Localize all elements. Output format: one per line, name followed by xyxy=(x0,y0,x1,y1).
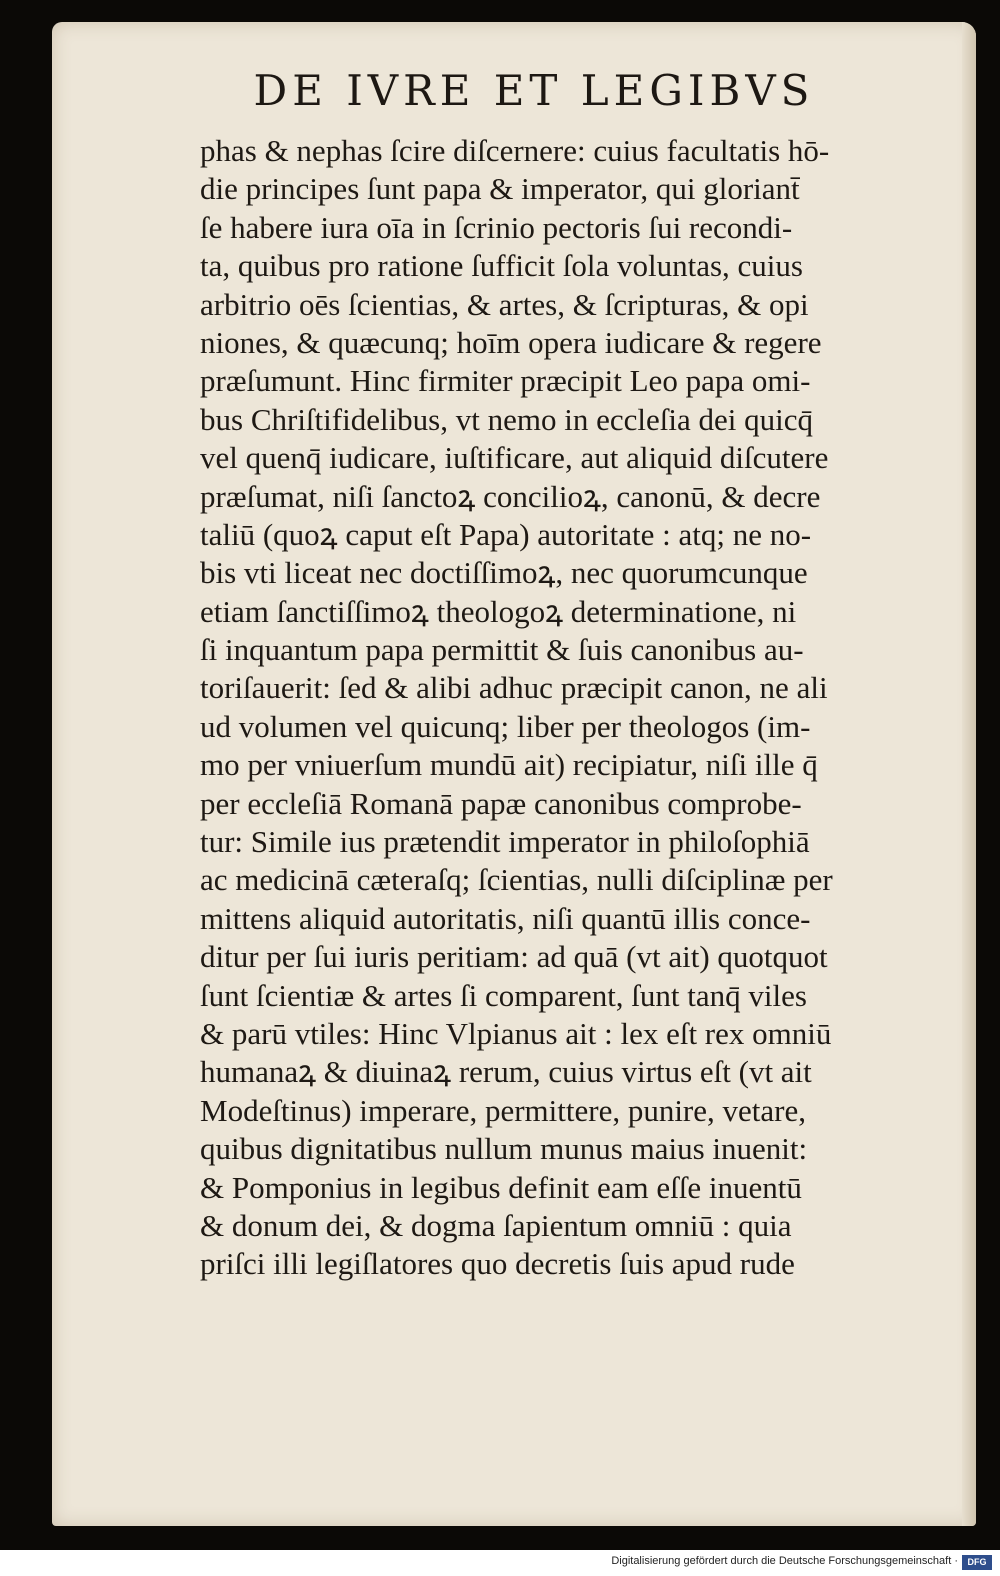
running-head: DE IVRE ET LEGIBVS xyxy=(253,66,815,115)
text-line: ud volumen vel quicunq; liber per theologos (im- xyxy=(200,708,811,744)
text-line: & parū vtiles: Hinc Vlpianus ait : lex eſt rex omniū xyxy=(200,1015,832,1051)
text-line: toriſauerit: ſed & alibi adhuc præcipit canon, ne ali xyxy=(200,670,828,706)
text-line: die principes ſunt papa & imperator, qui gloriant̄ xyxy=(200,171,800,207)
text-line: taliū (quoꝝ caput eſt Papa) autoritate : atq; ne no- xyxy=(200,516,812,552)
text-line: mittens aliquid autoritatis, niſi quantū illis conce- xyxy=(200,900,811,936)
text-line: niones, & quæcunq; hoīm opera iudicare & regere xyxy=(200,324,822,360)
text-line: & Pomponius in legibus definit eam eſſe inuentū xyxy=(200,1169,802,1205)
text-line: humanaꝝ & diuinaꝝ rerum, cuius virtus eſt (vt ait xyxy=(200,1054,812,1090)
text-line: & donum dei, & dogma ſapientum omniū : quia xyxy=(200,1207,792,1243)
text-line: præſumat, niſi ſanctoꝝ concilioꝝ, canonū, & decre xyxy=(200,478,821,514)
text-line: Modeſtinus) imperare, permittere, punire, vetare, xyxy=(200,1092,806,1128)
funding-credit: Digitalisierung gefördert durch die Deutsche Forschungsgemeinschaft · xyxy=(611,1555,958,1567)
text-line: phas & nephas ſcire diſcernere: cuius facultatis hō- xyxy=(200,133,830,168)
text-line: quibus dignitatibus nullum munus maius inuenit: xyxy=(200,1131,808,1167)
text-line: ſunt ſcientiæ & artes ſi comparent, ſunt tanq̄ viles xyxy=(200,977,807,1013)
body-text xyxy=(200,132,930,1284)
text-line: bis vti liceat nec doctiſſimoꝝ, nec quorumcunque xyxy=(200,555,808,591)
text-line: ta, quibus pro ratione ſufficit ſola voluntas, cuius xyxy=(200,248,803,284)
text-line: tur: Simile ius prætendit imperator in philoſophiā xyxy=(200,824,810,860)
text-line: præſumunt. Hinc firmiter præcipit Leo papa omi- xyxy=(200,363,811,399)
text-line: per eccleſiā Romanā papæ canonibus comprobe- xyxy=(200,785,802,821)
text-line: etiam ſanctiſſimoꝝ theologoꝝ determinatione, ni xyxy=(200,593,797,629)
text-line: ſi inquantum papa permittit & ſuis canonibus au- xyxy=(200,632,804,668)
footer-bar xyxy=(0,1550,1000,1576)
text-line: ſe habere iura oīa in ſcrinio pectoris ſui recondi- xyxy=(200,209,793,245)
page-edge xyxy=(962,22,976,1526)
dfg-logo: DFG xyxy=(962,1555,992,1570)
text-line: vel quenq̄ iudicare, iuſtificare, aut aliquid diſcutere xyxy=(200,440,829,476)
text-line: ditur per ſui iuris peritiam: ad quā (vt ait) quotquot xyxy=(200,939,828,975)
text-line: bus Chriſtifidelibus, vt nemo in eccleſia dei quicq̄ xyxy=(200,401,813,437)
text-line: ac medicinā cæteraſq; ſcientias, nulli diſciplinæ per xyxy=(200,862,833,898)
text-line: mo per vniuerſum mundū ait) recipiatur, niſi ille q̄ xyxy=(200,747,818,783)
text-line: priſci illi legiſlatores quo decretis ſuis apud rude xyxy=(200,1246,795,1282)
text-line: arbitrio oēs ſcientias, & artes, & ſcripturas, & opi xyxy=(200,286,809,322)
book-page xyxy=(52,22,976,1526)
